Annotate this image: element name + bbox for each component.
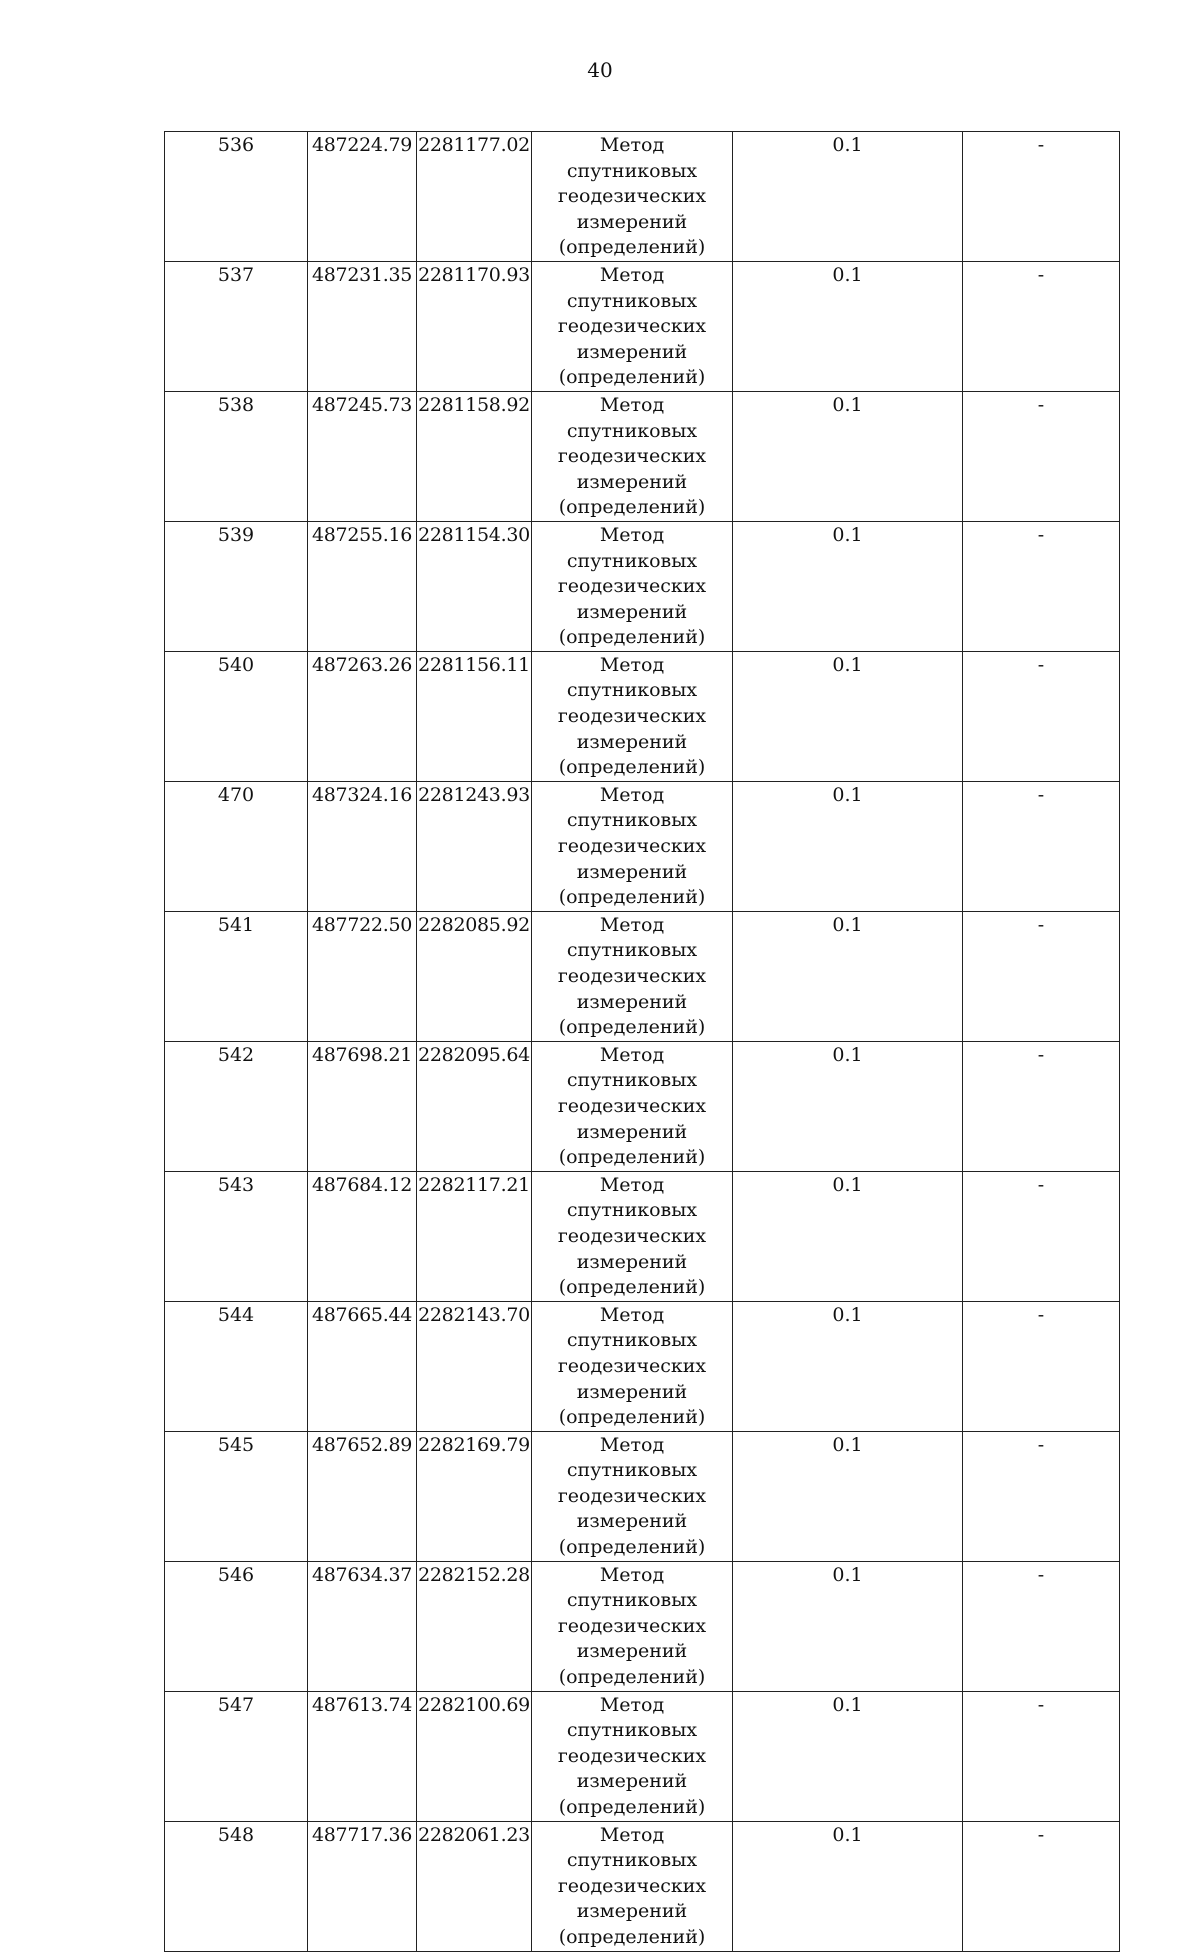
method-line: геодезических [557, 705, 707, 728]
method-line: Метод спутниковых [566, 1043, 698, 1092]
method-cell [532, 391, 733, 521]
x-coordinate-cell: 487324.16 [308, 781, 417, 911]
table-row [165, 132, 1120, 262]
note-cell: - [963, 1041, 1120, 1171]
table-row [165, 1301, 1120, 1431]
table-row [165, 261, 1120, 391]
method-cell [532, 1041, 733, 1171]
table-row [165, 391, 1120, 521]
x-coordinate-cell: 487613.74 [308, 1691, 417, 1821]
accuracy-cell: 0.1 [733, 1301, 963, 1431]
table-body [165, 132, 1120, 1952]
note-cell: - [963, 1431, 1120, 1561]
method-line: измерений [576, 1770, 688, 1793]
method-line: геодезических [557, 835, 707, 858]
x-coordinate-cell: 487245.73 [308, 391, 417, 521]
method-cell [532, 911, 733, 1041]
method-line: Метод спутниковых [566, 913, 698, 962]
method-line: измерений [576, 990, 688, 1013]
y-coordinate-cell: 2282100.69 [417, 1691, 532, 1821]
accuracy-cell: 0.1 [733, 521, 963, 651]
table-row [165, 911, 1120, 1041]
method-line: (определений) [558, 366, 706, 389]
point-number-cell: 548 [165, 1821, 308, 1951]
x-coordinate-cell: 487698.21 [308, 1041, 417, 1171]
table-row [165, 1691, 1120, 1821]
x-coordinate-cell: 487665.44 [308, 1301, 417, 1431]
method-line: геодезических [557, 1744, 707, 1767]
point-number-cell: 545 [165, 1431, 308, 1561]
method-line: измерений [576, 860, 688, 883]
note-cell: - [963, 521, 1120, 651]
y-coordinate-cell: 2282085.92 [417, 911, 532, 1041]
method-line: геодезических [557, 575, 707, 598]
method-line: геодезических [557, 315, 707, 338]
accuracy-cell: 0.1 [733, 651, 963, 781]
method-line: измерений [576, 600, 688, 623]
method-line: (определений) [558, 1276, 706, 1299]
table-row [165, 1171, 1120, 1301]
x-coordinate-cell: 487255.16 [308, 521, 417, 651]
accuracy-cell: 0.1 [733, 1691, 963, 1821]
method-line: геодезических [557, 1484, 707, 1507]
accuracy-cell: 0.1 [733, 1821, 963, 1951]
accuracy-cell: 0.1 [733, 1561, 963, 1691]
accuracy-cell: 0.1 [733, 132, 963, 262]
point-number-cell: 546 [165, 1561, 308, 1691]
point-number-cell: 540 [165, 651, 308, 781]
method-line: измерений [576, 470, 688, 493]
point-number-cell: 539 [165, 521, 308, 651]
table-row [165, 651, 1120, 781]
x-coordinate-cell: 487634.37 [308, 1561, 417, 1691]
table-row [165, 1821, 1120, 1951]
method-line: геодезических [557, 1614, 707, 1637]
x-coordinate-cell: 487717.36 [308, 1821, 417, 1951]
method-line: геодезических [557, 1094, 707, 1117]
note-cell: - [963, 1691, 1120, 1821]
method-line: Метод спутниковых [566, 1823, 698, 1872]
y-coordinate-cell: 2282095.64 [417, 1041, 532, 1171]
method-line: Метод спутниковых [566, 393, 698, 442]
method-line: измерений [576, 730, 688, 753]
point-number-cell: 538 [165, 391, 308, 521]
method-line: (определений) [558, 496, 706, 519]
method-line: (определений) [558, 236, 706, 259]
note-cell: - [963, 1561, 1120, 1691]
point-number-cell: 543 [165, 1171, 308, 1301]
method-line: Метод спутниковых [566, 653, 698, 702]
method-line: Метод спутниковых [566, 523, 698, 572]
method-cell [532, 1561, 733, 1691]
x-coordinate-cell: 487722.50 [308, 911, 417, 1041]
note-cell: - [963, 391, 1120, 521]
accuracy-cell: 0.1 [733, 1431, 963, 1561]
method-line: (определений) [558, 756, 706, 779]
note-cell: - [963, 261, 1120, 391]
method-line: Метод спутниковых [566, 1433, 698, 1482]
method-line: (определений) [558, 1146, 706, 1169]
table-row [165, 781, 1120, 911]
method-line: измерений [576, 1250, 688, 1273]
method-line: геодезических [557, 185, 707, 208]
method-line: (определений) [558, 886, 706, 909]
accuracy-cell: 0.1 [733, 911, 963, 1041]
y-coordinate-cell: 2281177.02 [417, 132, 532, 262]
method-line: Метод спутниковых [566, 1303, 698, 1352]
method-cell [532, 132, 733, 262]
method-line: измерений [576, 210, 688, 233]
method-line: (определений) [558, 1536, 706, 1559]
method-line: Метод спутниковых [566, 1693, 698, 1742]
x-coordinate-cell: 487224.79 [308, 132, 417, 262]
method-cell [532, 1301, 733, 1431]
accuracy-cell: 0.1 [733, 1041, 963, 1171]
table-row [165, 521, 1120, 651]
method-line: геодезических [557, 965, 707, 987]
method-line: измерений [576, 1380, 688, 1403]
method-cell [532, 1821, 733, 1951]
method-line: Метод спутниковых [566, 1563, 698, 1612]
method-line: измерений [576, 340, 688, 363]
page-number: 40 [587, 58, 613, 82]
method-cell [532, 651, 733, 781]
point-number-cell: 536 [165, 132, 308, 262]
note-cell: - [963, 911, 1120, 1041]
method-line: (определений) [558, 1796, 706, 1818]
method-line: геодезических [557, 1874, 707, 1897]
point-number-cell: 537 [165, 261, 308, 391]
method-line: геодезических [557, 445, 707, 468]
point-number-cell: 541 [165, 911, 308, 1041]
y-coordinate-cell: 2281156.11 [417, 651, 532, 781]
method-line: Метод спутниковых [566, 263, 698, 312]
table-row [165, 1041, 1120, 1171]
note-cell: - [963, 651, 1120, 781]
y-coordinate-cell: 2282152.28 [417, 1561, 532, 1691]
method-line: (определений) [558, 1666, 706, 1689]
accuracy-cell: 0.1 [733, 391, 963, 521]
method-line: Метод спутниковых [566, 134, 698, 182]
method-line: измерений [576, 1120, 688, 1143]
method-line: (определений) [558, 626, 706, 649]
y-coordinate-cell: 2282143.70 [417, 1301, 532, 1431]
method-cell [532, 781, 733, 911]
method-line: (определений) [558, 1016, 706, 1039]
note-cell: - [963, 1821, 1120, 1951]
point-number-cell: 542 [165, 1041, 308, 1171]
accuracy-cell: 0.1 [733, 1171, 963, 1301]
coordinates-table [164, 131, 1120, 1952]
y-coordinate-cell: 2281243.93 [417, 781, 532, 911]
x-coordinate-cell: 487652.89 [308, 1431, 417, 1561]
method-line: (определений) [558, 1406, 706, 1429]
note-cell: - [963, 1301, 1120, 1431]
note-cell: - [963, 781, 1120, 911]
y-coordinate-cell: 2281170.93 [417, 261, 532, 391]
point-number-cell: 470 [165, 781, 308, 911]
table-row [165, 1561, 1120, 1691]
accuracy-cell: 0.1 [733, 781, 963, 911]
y-coordinate-cell: 2282117.21 [417, 1171, 532, 1301]
accuracy-cell: 0.1 [733, 261, 963, 391]
table-row [165, 1431, 1120, 1561]
method-line: геодезических [557, 1354, 707, 1377]
method-cell [532, 1171, 733, 1301]
method-line: измерений [576, 1510, 688, 1533]
method-cell [532, 1431, 733, 1561]
method-line: Метод спутниковых [566, 1173, 698, 1222]
method-line: геодезических [557, 1224, 707, 1247]
point-number-cell: 547 [165, 1691, 308, 1821]
method-cell [532, 261, 733, 391]
point-number-cell: 544 [165, 1301, 308, 1431]
note-cell: - [963, 1171, 1120, 1301]
y-coordinate-cell: 2281158.92 [417, 391, 532, 521]
method-line: измерений [576, 1900, 688, 1923]
y-coordinate-cell: 2281154.30 [417, 521, 532, 651]
method-cell [532, 1691, 733, 1821]
method-cell [532, 521, 733, 651]
y-coordinate-cell: 2282061.23 [417, 1821, 532, 1951]
note-cell: - [963, 132, 1120, 262]
method-line: (определений) [558, 1925, 706, 1948]
method-line: измерений [576, 1640, 688, 1663]
x-coordinate-cell: 487231.35 [308, 261, 417, 391]
x-coordinate-cell: 487263.26 [308, 651, 417, 781]
x-coordinate-cell: 487684.12 [308, 1171, 417, 1301]
y-coordinate-cell: 2282169.79 [417, 1431, 532, 1561]
method-line: Метод спутниковых [566, 783, 698, 832]
